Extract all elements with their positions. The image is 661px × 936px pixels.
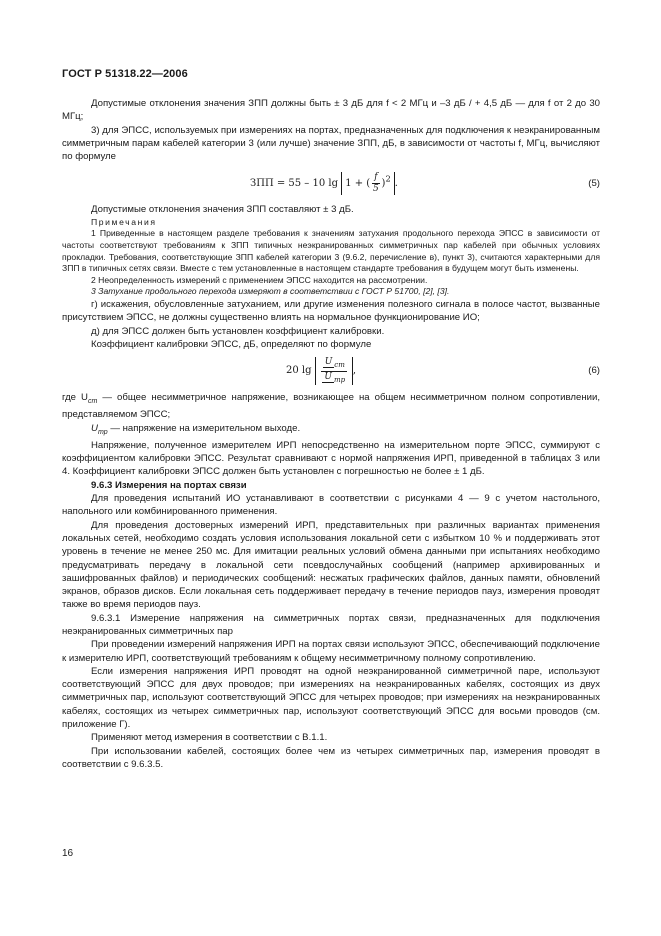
formula-6-bracket [315,357,353,386]
document-header: ГОСТ Р 51318.22—2006 [62,68,188,80]
paragraph: г) искажения, обусловленные затуханием, или другие изменения полезного сигнала в полосе частот, вызванные присутствием ЭПСС, не должны существенно влиять на нормальное функционирование ИО; [62,298,600,324]
paragraph: Если измерения напряжения ИРП проводят на одной неэкранированной симметричной паре, используют соответствующий ЭПСС для двух проводов; при измерениях на неэкранированных кабелях, состоящих из двух симметричных пар, используют соответствующий ЭПСС для четырех проводов; при измерениях на неэкранированных кабелях, состоящих из четырех симметричных пар, используют соответствующий ЭПСС для восьми проводов (см. приложение Г). [62,665,600,731]
formula-6-fraction [321,357,347,386]
paragraph-text: — напряжение на измерительном выходе. [107,422,301,434]
formula-5-denominator: 5 [373,183,379,194]
formula-6-lhs: 20 lg [286,365,312,377]
formula-5-tail: . [394,177,398,189]
page-number: 16 [62,848,74,859]
formula-6-label: (6) [588,365,600,377]
formula-5-expression [250,163,398,203]
formula-6-denominator: U [324,371,333,382]
paragraph: Допустимые отклонения значения ЗПП составляют ± 3 дБ. [91,204,354,216]
note-item: 2 Неопределенность измерений с применением ЭПСС находится на рассмотрении. [91,274,428,285]
paragraph: 9.6.3.1 Измерение напряжения на симметричных портах связи, предназначенных для подключения неэкранированных симметричных пар [62,612,600,637]
paragraph: 3) для ЭПСС, используемых при измерениях на портах, предназначенных для подключения к неэкранированным симметричным парам кабелей категории 3 (или лучше) значение ЗПП, дБ, в зависимости от частоты f, МГц, вычисляют по формуле [62,124,600,163]
formula-6-expression [286,351,356,391]
paragraph: При использовании кабелей, состоящих более чем из четырех симметричных пар, измерения проводят в соответствии с 9.6.3.5. [62,745,600,770]
paragraph [62,391,600,422]
note-item: 3 Затухание продольного перехода измеряют в соответствии с ГОСТ Р 51700, [2], [3]. [91,286,450,297]
formula-5 [62,163,600,203]
formula-6-numerator-sub: cm [334,360,345,369]
paragraph [62,422,600,439]
formula-5-one-plus: 1 + [345,177,364,189]
formula-6-tail: , [352,365,357,377]
formula-6-numerator: U [324,356,333,367]
symbol-ucm: где U [62,392,88,404]
paragraph: Применяют метод измерения в соответствии с В.1.1. [91,732,328,744]
document-body [62,97,600,771]
formula-5-label: (5) [588,177,600,189]
paragraph: д) для ЭПСС должен быть установлен коэффициент калибровки. [91,325,385,337]
formula-6-denominator-sub: mp [334,375,346,384]
notes-heading: Примечания [91,216,157,227]
formula-5-lhs: ЗПП = 55 – 10 lg [250,177,338,189]
paragraph-text: — общее несимметричное напряжение, возникающее на общем несимметричном полном сопротивлении, представляемом ЭПСС; [62,392,600,421]
formula-5-fraction [372,172,379,195]
paragraph: При проведении измерений напряжения ИРП на портах связи используют ЭПСС, обеспечивающий подключение к измерителю ИРП, соответствующий требованиям к общему несимметричному полному сопротивлению. [62,639,600,664]
section-heading: 9.6.3 Измерения на портах связи [91,479,247,491]
formula-5-bracket: 1 + ( $\frac{f}{5}$ )$^2$ [341,172,395,195]
paragraph: Допустимые отклонения значения ЗПП должны быть ± 3 дБ для f < 2 МГц и –3 дБ / + 4,5 дБ — для f от 2 до 30 МГц; [62,98,600,123]
symbol-ump-sub: mp [97,428,108,436]
paragraph: Для проведения достоверных измерений ИРП, представительных при различных вариантах применения локальных сетей, необходимо создать условия использования локальной сети с избытком 10 % и поддерживать этот уровень в течение не менее 250 мс. Для имитации реальных условий обмена данными при испытаниях необходимо предусматривать передачу в локальной сети псевдослучайных сообщений (например архивированных и зашифрованных файлов) и периодических сообщений: несжатых графических файлов, данных памяти, обновлений экранов, образов дисков. Если локальная сеть поддерживает передачу в течение периодов пауз, измерения проводят также во время периодов пауз. [62,519,600,611]
formula-5-power: 2 [385,173,391,184]
paragraph: Напряжение, полученное измерителем ИРП непосредственно на измерительном порте ЭПСС, суммируют с коэффициентом калибровки ЭПСС. Результат сравнивают с нормой напряжения ИРП, приведенной в таблицах 3 или 4. Коэффициент калибровки ЭПСС должен быть установлен с погрешностью не более ± 1 дБ. [62,439,600,478]
formula-5-numerator: f [374,171,378,182]
symbol-ump: U [91,422,98,434]
note-item: 1 Приведенные в настоящем разделе требования к значениям затухания продольного перехода ЭПСС в зависимости от частоты соответствуют требованиям к ЗПП типичных неэкранированных симметричных пар кабелей при обычных условиях прокладки. Требования, соответствующие ЗПП кабелей категории 3 (9.6.2, перечисление в), пункт 3), считаются характерными для ЗПП в типичных сетях связи. Вместе с тем установленные в настоящем стандарте требования в будущем могут быть изменены. [62,228,600,274]
symbol-ucm-sub: cm [88,398,98,406]
formula-6 [62,351,600,391]
paragraph: Для проведения испытаний ИО устанавливают в соответствии с рисунками 4 — 9 с учетом настольного, напольного или комбинированного применения. [62,493,600,518]
paragraph: Коэффициент калибровки ЭПСС, дБ, определяют по формуле [91,338,372,350]
